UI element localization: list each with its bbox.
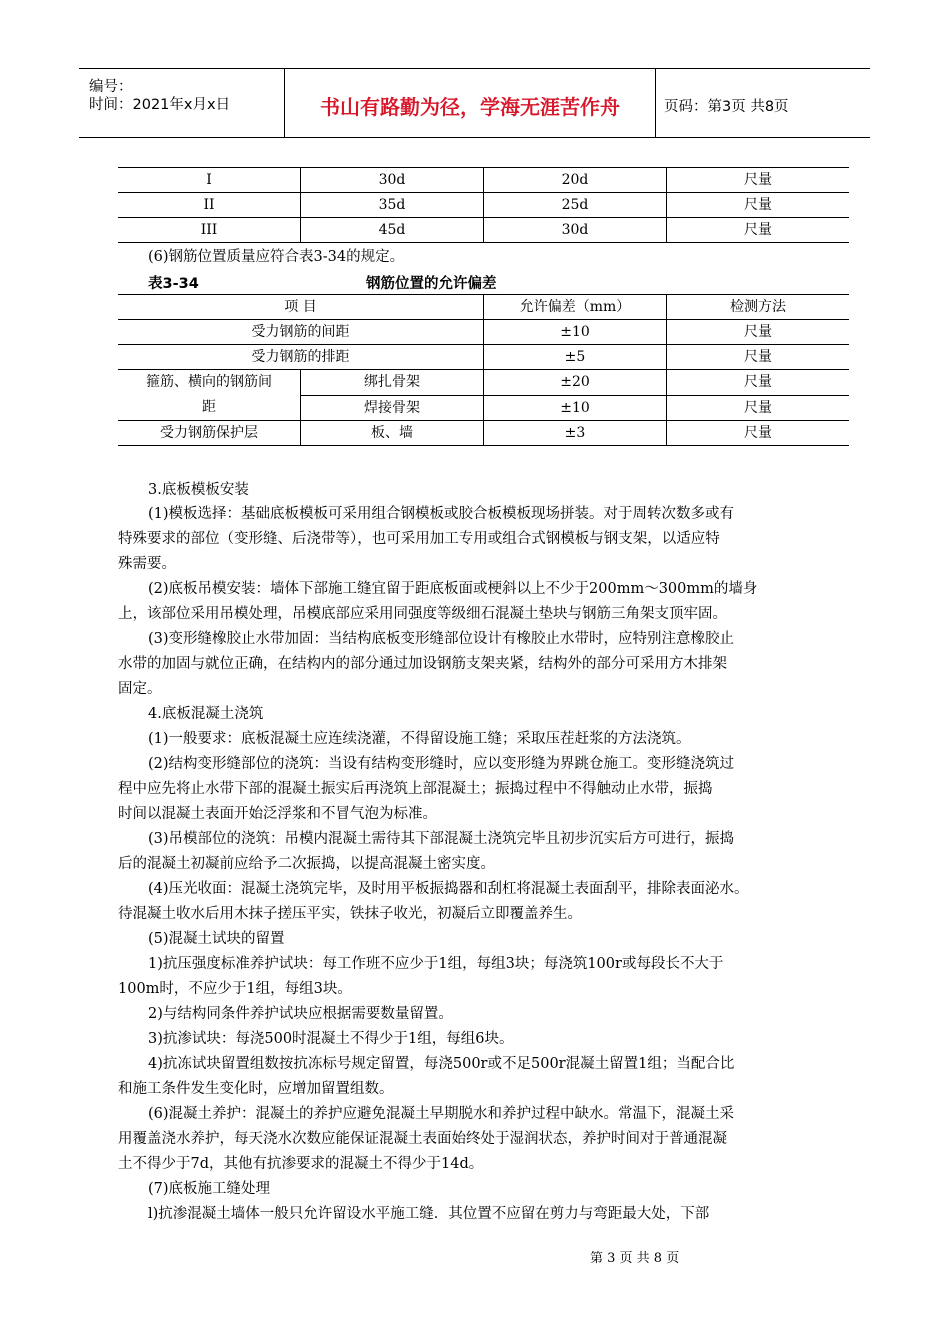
paragraph-line: (6)钢筋位置质量应符合表3-34的规定。 (148, 249, 405, 265)
header-meta-cell (79, 69, 285, 137)
section-heading: 4.底板混凝土浇筑 (148, 706, 264, 722)
anchorage-length-table (118, 167, 849, 243)
page-header (79, 68, 870, 138)
table-cell: 20d (484, 168, 667, 193)
table-caption-title: 钢筋位置的允许偏差 (366, 276, 497, 292)
table-cell: ±3 (484, 421, 667, 446)
table-row (118, 168, 849, 193)
table-cell: ±5 (484, 345, 667, 370)
paragraph-line: 100m时，不应少于1组，每组3块。 (118, 981, 352, 997)
paragraph-line: 待混凝土收水后用木抹子搓压平实，铁抹子收光，初凝后立即覆盖养生。 (118, 906, 582, 922)
table-cell: 30d (484, 218, 667, 243)
paragraph-line: 上，该部位采用吊模处理，吊模底部应采用同强度等级细石混凝土垫块与钢筋三角架支顶牢固。 (118, 606, 727, 622)
paragraph-line: 3)抗渗试块：每浇500时混凝土不得少于1组，每组6块。 (148, 1031, 514, 1047)
table-cell: 板、墙 (301, 421, 484, 446)
table-cell: 受力钢筋保护层 (118, 421, 301, 446)
paragraph-line: 水带的加固与就位正确，在结构内的部分通过加设钢筋支架夹紧，结构外的部分可采用方木排架 (118, 656, 727, 672)
paragraph-line: l)抗渗混凝土墙体一般只允许留设水平施工缝．其位置不应留在剪力与弯距最大处，下部 (148, 1206, 710, 1222)
table-cell: 30d (301, 168, 484, 193)
paragraph-line: (3)吊模部位的浇筑：吊模内混凝土需待其下部混凝土浇筑完毕且初步沉实后方可进行，振捣 (148, 831, 735, 847)
header-motto-cell (285, 69, 656, 137)
table-cell: 25d (484, 193, 667, 218)
paragraph-line: (6)混凝土养护：混凝土的养护应避免混凝土早期脱水和养护过程中缺水。常温下，混凝土采 (148, 1106, 735, 1122)
paragraph-line: 后的混凝土初凝前应给予二次振捣，以提高混凝土密实度。 (118, 856, 495, 872)
table-cell: 尺量 (667, 193, 850, 218)
table-cell: I (118, 168, 301, 193)
paragraph-line: (3)变形缝橡胶止水带加固：当结构底板变形缝部位设计有橡胶止水带时，应特别注意橡胶止 (148, 631, 735, 647)
page-footer: 第 3 页 共 8 页 (590, 1251, 680, 1266)
time-label: 时间：2021年x月x日 (89, 97, 231, 113)
table-cell: II (118, 193, 301, 218)
section-heading: 3.底板模板安装 (148, 482, 249, 498)
table-cell: 尺量 (667, 370, 850, 396)
table-cell: 尺量 (667, 168, 850, 193)
table-cell: 45d (301, 218, 484, 243)
table-cell: ±10 (484, 320, 667, 345)
motto: 书山有路勤为径，学海无涯苦作舟 (320, 95, 620, 119)
paragraph-line: 1)抗压强度标准养护试块：每工作班不应少于1组，每组3块；每浇筑100r或每段长不大于 (148, 956, 724, 972)
table-cell-merged (118, 370, 301, 421)
paragraph-line: 2)与结构同条件养护试块应根据需要数量留置。 (148, 1006, 453, 1022)
paragraph-line: (5)混凝土试块的留置 (148, 931, 285, 947)
table-cell: 受力钢筋的排距 (118, 345, 484, 370)
paragraph-line: 4)抗冻试块留置组数按抗冻标号规定留置，每浇500r或不足500r混凝土留置1组；当配合比 (148, 1056, 735, 1072)
paragraph-line: 时间以混凝土表面开始泛浮浆和不冒气泡为标准。 (118, 806, 437, 822)
column-header: 项 目 (118, 295, 484, 320)
stirrup-label-b: 距 (202, 399, 216, 415)
table-cell: 尺量 (667, 345, 850, 370)
table-cell: 受力钢筋的间距 (118, 320, 484, 345)
paragraph-line: 用覆盖浇水养护，每天浇水次数应能保证混凝土表面始终处于湿润状态，养护时间对于普通混凝 (118, 1131, 727, 1147)
paragraph-line: (1)模板选择：基础底板模板可采用组合钢模板或胶合板模板现场拼装。对于周转次数多或有 (148, 506, 735, 522)
column-header: 允许偏差（mm） (484, 295, 667, 320)
table-cell: 尺量 (667, 395, 850, 421)
paragraph-line: 土不得少于7d，其他有抗渗要求的混凝土不得少于14d。 (118, 1156, 484, 1172)
paragraph-line: 程中应先将止水带下部的混凝土振实后再浇筑上部混凝土；振捣过程中不得触动止水带，振捣 (118, 781, 713, 797)
table-cell: 35d (301, 193, 484, 218)
table-row (118, 320, 849, 345)
table-row (118, 193, 849, 218)
table-row (118, 370, 849, 396)
paragraph-line: (7)底板施工缝处理 (148, 1181, 271, 1197)
table-cell: III (118, 218, 301, 243)
table-row (118, 345, 849, 370)
number-label: 编号： (89, 79, 133, 95)
header-page-cell (656, 69, 870, 137)
table-row (118, 218, 849, 243)
paragraph-line: (1)一般要求：底板混凝土应连续浇灌，不得留设施工缝；采取压茬赶浆的方法浇筑。 (148, 731, 691, 747)
paragraph-line: 和施工条件发生变化时，应增加留置组数。 (118, 1081, 394, 1097)
table-cell: ±10 (484, 395, 667, 421)
rebar-position-tolerance-table (118, 294, 849, 446)
table-cell: 尺量 (667, 421, 850, 446)
page-label: 页码：第3页 共8页 (664, 99, 789, 115)
paragraph-line: (2)结构变形缝部位的浇筑：当设有结构变形缝时，应以变形缝为界跳仓施工。变形缝浇筑过 (148, 756, 735, 772)
paragraph-line: (4)压光收面：混凝土浇筑完毕，及时用平板振捣器和刮杠将混凝土表面刮平，排除表面泌水。 (148, 881, 749, 897)
paragraph-line: 特殊要求的部位（变形缝、后浇带等），也可采用加工专用或组合式钢模板与钢支架，以适应特 (118, 531, 720, 547)
table-cell: 尺量 (667, 320, 850, 345)
paragraph-line: 殊需要。 (118, 556, 176, 572)
table-cell: 绑扎骨架 (301, 370, 484, 396)
column-header: 检测方法 (667, 295, 850, 320)
table-cell: 尺量 (667, 218, 850, 243)
table-cell: 焊接骨架 (301, 395, 484, 421)
table-row (118, 421, 849, 446)
table-caption-number: 表3-34 (148, 276, 199, 292)
table-cell: ±20 (484, 370, 667, 396)
stirrup-label-a: 箍筋、横向的钢筋间 (146, 374, 272, 390)
table-header-row (118, 295, 849, 320)
paragraph-line: (2)底板吊模安装：墙体下部施工缝宜留于距底板面或梗斜以上不少于200mm～300mm的墙身 (148, 581, 758, 597)
paragraph-line: 固定。 (118, 681, 162, 697)
